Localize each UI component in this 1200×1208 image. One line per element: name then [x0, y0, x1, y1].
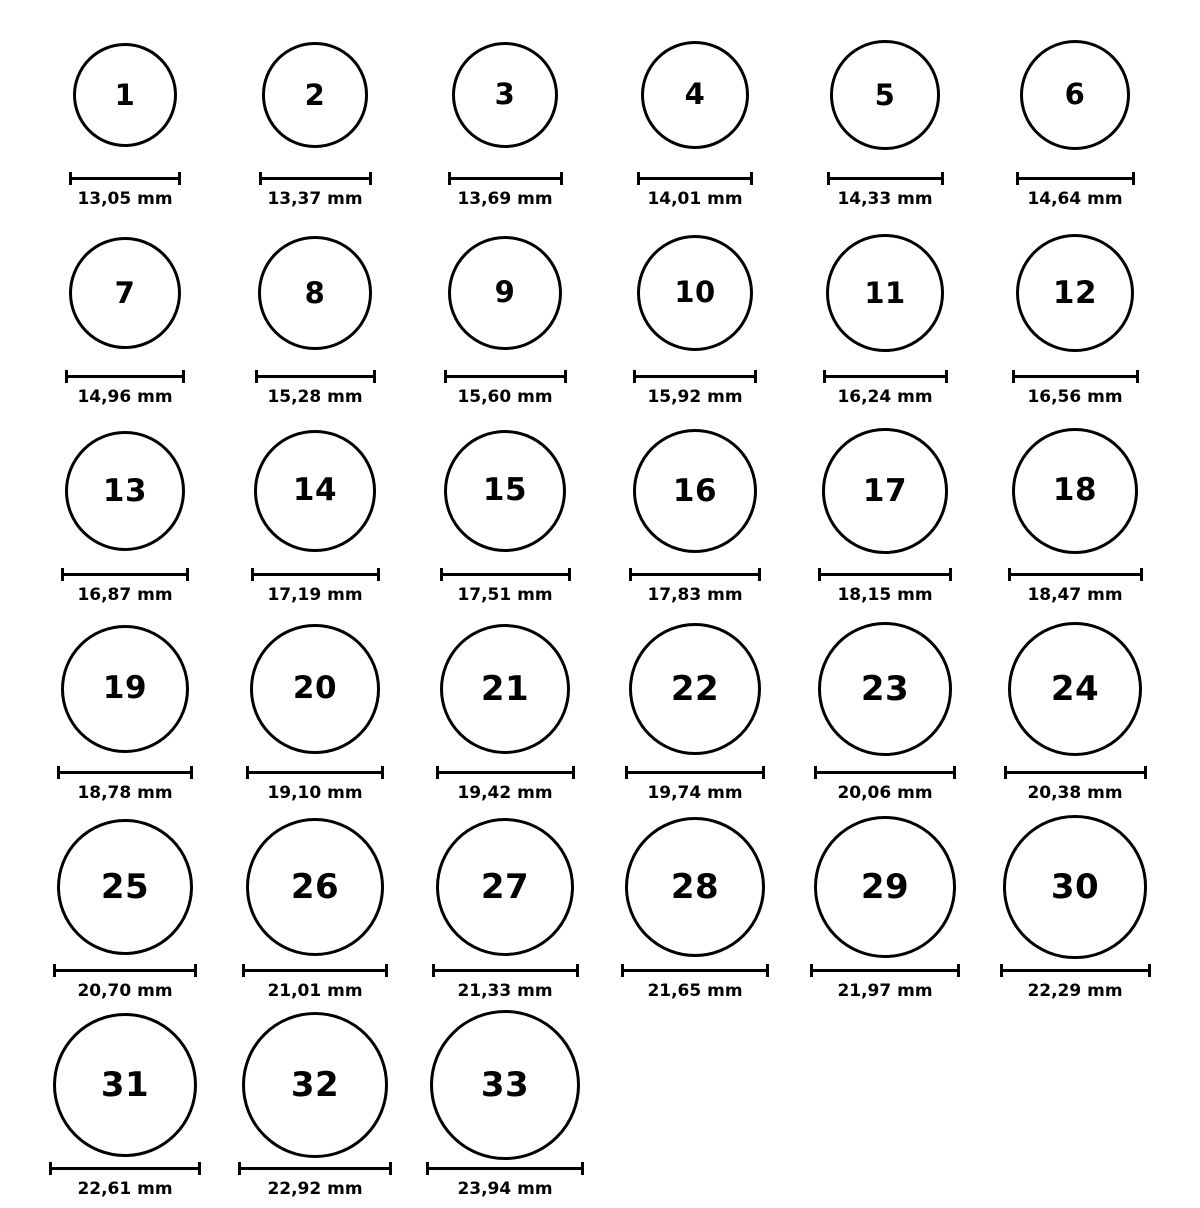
diameter-measure-bar: [633, 370, 757, 382]
ring-circle-wrap: [65, 416, 185, 566]
ring-size-number: 5: [874, 77, 896, 112]
ring-circle-wrap: [814, 812, 956, 962]
ring-circle: [826, 234, 943, 351]
ring-circle: [1020, 40, 1131, 151]
measure-line: [1008, 573, 1143, 576]
diameter-measure-bar: [1012, 370, 1139, 382]
ring-size-number: 23: [860, 668, 910, 709]
ring-size-number: 27: [480, 867, 530, 907]
ring-size-grid: [30, 20, 1170, 1208]
measure-cap-right: [766, 964, 769, 977]
ring-diameter-label: 22,29 mm: [1027, 981, 1123, 1001]
ring-size-cell: [220, 20, 410, 218]
measure-cap-right: [957, 964, 960, 977]
ring-size-cell: [30, 416, 220, 614]
ring-size-number: 30: [1050, 866, 1100, 907]
measure-cap-right: [949, 568, 952, 581]
diameter-measure-bar: [818, 568, 952, 580]
ring-size-cell: [30, 218, 220, 416]
ring-diameter-label: 14,96 mm: [77, 387, 173, 407]
measure-cap-right: [198, 1162, 201, 1175]
ring-circle: [262, 42, 367, 147]
ring-size-number: 16: [672, 472, 718, 509]
measure-cap-right: [186, 568, 189, 581]
ring-circle: [246, 818, 384, 956]
ring-circle: [633, 429, 757, 553]
measure-cap-right: [945, 370, 948, 383]
measure-cap-left: [1000, 964, 1003, 977]
measure-cap-left: [1008, 568, 1011, 581]
diameter-measure-bar: [251, 568, 380, 580]
diameter-measure-bar: [448, 172, 563, 184]
measure-cap-left: [246, 766, 249, 779]
diameter-measure-bar: [827, 172, 944, 184]
diameter-measure-bar: [629, 568, 761, 580]
ring-circle: [822, 428, 948, 554]
measure-line: [633, 375, 757, 378]
ring-size-cell: [220, 218, 410, 416]
ring-circle-wrap: [262, 20, 367, 170]
ring-circle-wrap: [254, 416, 375, 566]
measure-cap-right: [576, 964, 579, 977]
measure-cap-right: [1140, 568, 1143, 581]
measure-cap-right: [385, 964, 388, 977]
measure-cap-right: [381, 766, 384, 779]
measure-cap-right: [194, 964, 197, 977]
measure-line: [637, 177, 753, 180]
diameter-measure-bar: [1016, 172, 1135, 184]
measure-cap-right: [1148, 964, 1151, 977]
ring-size-cell: [410, 218, 600, 416]
ring-diameter-label: 13,37 mm: [267, 189, 363, 209]
ring-circle-wrap: [69, 218, 181, 368]
ring-circle: [73, 43, 177, 147]
measure-cap-right: [389, 1162, 392, 1175]
ring-size-number: 8: [304, 275, 326, 310]
ring-size-cell: [980, 812, 1170, 1010]
ring-circle: [65, 431, 185, 551]
measure-line: [61, 573, 189, 576]
ring-diameter-label: 23,94 mm: [457, 1179, 553, 1199]
measure-cap-left: [251, 568, 254, 581]
ring-diameter-label: 21,33 mm: [457, 981, 553, 1001]
ring-size-number: 1: [114, 77, 136, 112]
ring-circle-wrap: [1008, 614, 1143, 764]
ring-circle-wrap: [1016, 218, 1135, 368]
diameter-measure-bar: [255, 370, 376, 382]
ring-diameter-label: 21,65 mm: [647, 981, 743, 1001]
measure-cap-right: [1144, 766, 1147, 779]
measure-line: [49, 1167, 201, 1170]
ring-size-cell: [790, 218, 980, 416]
measure-cap-left: [238, 1162, 241, 1175]
ring-circle-wrap: [822, 416, 948, 566]
measure-cap-right: [560, 172, 563, 185]
measure-cap-left: [61, 568, 64, 581]
ring-circle-wrap: [1012, 416, 1139, 566]
ring-size-cell: [980, 416, 1170, 614]
measure-line: [621, 969, 769, 972]
ring-diameter-label: 22,92 mm: [267, 1179, 363, 1199]
measure-cap-right: [1132, 172, 1135, 185]
measure-line: [1000, 969, 1151, 972]
ring-size-number: 24: [1050, 668, 1100, 709]
ring-diameter-label: 22,61 mm: [77, 1179, 173, 1199]
ring-diameter-label: 18,47 mm: [1027, 585, 1123, 605]
measure-cap-left: [448, 172, 451, 185]
ring-size-cell: [790, 812, 980, 1010]
measure-line: [57, 771, 193, 774]
ring-circle-wrap: [641, 20, 749, 170]
ring-size-cell: [790, 416, 980, 614]
measure-line: [629, 573, 761, 576]
ring-diameter-label: 19,74 mm: [647, 783, 743, 803]
ring-circle-wrap: [53, 1010, 197, 1160]
diameter-measure-bar: [621, 964, 769, 976]
ring-circle-wrap: [444, 416, 567, 566]
ring-diameter-label: 14,33 mm: [837, 189, 933, 209]
measure-cap-left: [1016, 172, 1019, 185]
measure-cap-right: [953, 766, 956, 779]
ring-diameter-label: 16,24 mm: [837, 387, 933, 407]
ring-size-cell: [30, 614, 220, 812]
measure-cap-right: [762, 766, 765, 779]
ring-circle-wrap: [258, 218, 371, 368]
measure-cap-left: [440, 568, 443, 581]
diameter-measure-bar: [625, 766, 765, 778]
diameter-measure-bar: [637, 172, 753, 184]
measure-cap-right: [377, 568, 380, 581]
ring-diameter-label: 16,56 mm: [1027, 387, 1123, 407]
measure-line: [1004, 771, 1147, 774]
ring-size-cell: [30, 1010, 220, 1208]
ring-circle-wrap: [430, 1010, 580, 1160]
measure-line: [448, 177, 563, 180]
ring-diameter-label: 15,92 mm: [647, 387, 743, 407]
measure-line: [625, 771, 765, 774]
ring-circle-wrap: [629, 614, 761, 764]
ring-diameter-label: 18,15 mm: [837, 585, 933, 605]
ring-size-number: 2: [304, 77, 326, 112]
ring-diameter-label: 20,06 mm: [837, 783, 933, 803]
ring-size-number: 3: [494, 77, 516, 112]
ring-diameter-label: 13,69 mm: [457, 189, 553, 209]
ring-circle: [830, 40, 939, 149]
measure-cap-left: [625, 766, 628, 779]
measure-line: [259, 177, 372, 180]
ring-size-number: 18: [1052, 472, 1098, 509]
ring-circle: [818, 622, 952, 756]
ring-size-cell: [220, 1010, 410, 1208]
ring-circle: [814, 816, 956, 958]
ring-circle: [436, 818, 575, 957]
ring-circle-wrap: [625, 812, 765, 962]
ring-circle: [629, 623, 761, 755]
measure-line: [1016, 177, 1135, 180]
measure-cap-left: [426, 1162, 429, 1175]
ring-circle: [1016, 234, 1135, 353]
ring-circle-wrap: [61, 614, 189, 764]
ring-size-cell: [790, 20, 980, 218]
diameter-measure-bar: [1008, 568, 1143, 580]
ring-circle: [1008, 622, 1143, 757]
ring-circle-wrap: [246, 812, 384, 962]
ring-size-number: 14: [292, 472, 338, 509]
measure-cap-left: [444, 370, 447, 383]
ring-diameter-label: 17,51 mm: [457, 585, 553, 605]
measure-line: [242, 969, 388, 972]
ring-size-number: 32: [290, 1065, 340, 1105]
diameter-measure-bar: [1000, 964, 1151, 976]
measure-cap-left: [1012, 370, 1015, 383]
ring-circle: [444, 430, 567, 553]
ring-circle: [242, 1012, 388, 1158]
ring-diameter-label: 14,64 mm: [1027, 189, 1123, 209]
measure-cap-left: [65, 370, 68, 383]
diameter-measure-bar: [1004, 766, 1147, 778]
ring-size-number: 33: [480, 1065, 530, 1105]
measure-line: [53, 969, 197, 972]
ring-size-number: 21: [480, 669, 530, 709]
ring-diameter-label: 14,01 mm: [647, 189, 743, 209]
ring-size-cell: [600, 416, 790, 614]
measure-cap-left: [621, 964, 624, 977]
ring-circle-wrap: [250, 614, 380, 764]
measure-cap-right: [572, 766, 575, 779]
measure-cap-left: [814, 766, 817, 779]
ring-circle-wrap: [1020, 20, 1131, 170]
measure-cap-right: [564, 370, 567, 383]
ring-circle: [1012, 428, 1139, 555]
ring-circle-wrap: [830, 20, 939, 170]
diameter-measure-bar: [432, 964, 579, 976]
ring-size-cell: [410, 20, 600, 218]
ring-diameter-label: 17,19 mm: [267, 585, 363, 605]
measure-line: [251, 573, 380, 576]
ring-size-number: 28: [670, 867, 720, 907]
diameter-measure-bar: [242, 964, 388, 976]
measure-cap-left: [242, 964, 245, 977]
measure-cap-right: [941, 172, 944, 185]
diameter-measure-bar: [65, 370, 185, 382]
measure-cap-left: [259, 172, 262, 185]
ring-circle-wrap: [73, 20, 177, 170]
ring-size-cell: [600, 218, 790, 416]
measure-cap-left: [633, 370, 636, 383]
ring-circle-wrap: [436, 812, 575, 962]
measure-cap-right: [568, 568, 571, 581]
measure-line: [440, 573, 571, 576]
ring-circle-wrap: [242, 1010, 388, 1160]
ring-size-number: 17: [862, 472, 908, 509]
ring-circle: [452, 42, 559, 149]
diameter-measure-bar: [49, 1162, 201, 1174]
ring-size-cell: [980, 218, 1170, 416]
ring-circle-wrap: [818, 614, 952, 764]
measure-cap-left: [255, 370, 258, 383]
diameter-measure-bar: [246, 766, 384, 778]
ring-size-number: 31: [100, 1065, 150, 1105]
ring-size-number: 19: [102, 670, 148, 707]
diameter-measure-bar: [436, 766, 575, 778]
ring-diameter-label: 16,87 mm: [77, 585, 173, 605]
ring-size-number: 25: [100, 867, 150, 907]
measure-cap-left: [53, 964, 56, 977]
ring-size-cell: [30, 812, 220, 1010]
ring-diameter-label: 15,28 mm: [267, 387, 363, 407]
diameter-measure-bar: [823, 370, 948, 382]
measure-cap-left: [637, 172, 640, 185]
ring-size-number: 26: [290, 866, 340, 907]
measure-cap-left: [436, 766, 439, 779]
ring-diameter-label: 21,01 mm: [267, 981, 363, 1001]
ring-circle: [69, 237, 181, 349]
measure-line: [246, 771, 384, 774]
ring-circle-wrap: [448, 218, 563, 368]
diameter-measure-bar: [426, 1162, 584, 1174]
measure-line: [69, 177, 181, 180]
ring-circle: [448, 236, 563, 351]
ring-size-cell: [220, 614, 410, 812]
ring-size-cell: [220, 416, 410, 614]
ring-size-number: 22: [670, 669, 720, 709]
measure-cap-right: [750, 172, 753, 185]
ring-size-number: 10: [674, 275, 716, 310]
ring-circle-wrap: [826, 218, 943, 368]
ring-size-cell: [410, 416, 600, 614]
ring-circle: [57, 819, 193, 955]
ring-circle: [254, 430, 375, 551]
ring-circle-wrap: [633, 416, 757, 566]
measure-line: [432, 969, 579, 972]
measure-cap-right: [754, 370, 757, 383]
ring-circle: [625, 817, 765, 957]
ring-size-cell: [980, 614, 1170, 812]
ring-circle-wrap: [452, 20, 559, 170]
ring-size-cell: [790, 614, 980, 812]
measure-cap-right: [373, 370, 376, 383]
ring-circle-wrap: [1003, 812, 1146, 962]
measure-cap-right: [190, 766, 193, 779]
ring-size-cell: [410, 812, 600, 1010]
measure-cap-right: [1136, 370, 1139, 383]
ring-circle: [258, 236, 371, 349]
measure-cap-right: [758, 568, 761, 581]
measure-cap-left: [810, 964, 813, 977]
ring-circle-wrap: [637, 218, 753, 368]
measure-cap-left: [49, 1162, 52, 1175]
measure-line: [827, 177, 944, 180]
measure-cap-left: [432, 964, 435, 977]
ring-diameter-label: 20,70 mm: [77, 981, 173, 1001]
measure-line: [814, 771, 956, 774]
measure-cap-left: [629, 568, 632, 581]
ring-circle: [637, 235, 753, 351]
ring-diameter-label: 19,42 mm: [457, 783, 553, 803]
ring-circle: [440, 624, 571, 755]
ring-circle: [430, 1010, 580, 1160]
measure-line: [238, 1167, 392, 1170]
measure-cap-left: [818, 568, 821, 581]
measure-line: [65, 375, 185, 378]
ring-circle-wrap: [440, 614, 571, 764]
ring-size-number: 9: [494, 275, 516, 310]
diameter-measure-bar: [238, 1162, 392, 1174]
measure-cap-left: [827, 172, 830, 185]
measure-cap-left: [823, 370, 826, 383]
measure-line: [1012, 375, 1139, 378]
measure-cap-right: [369, 172, 372, 185]
measure-cap-left: [69, 172, 72, 185]
measure-cap-right: [581, 1162, 584, 1175]
measure-line: [444, 375, 567, 378]
measure-cap-right: [178, 172, 181, 185]
ring-diameter-label: 13,05 mm: [77, 189, 173, 209]
diameter-measure-bar: [61, 568, 189, 580]
ring-size-cell: [600, 614, 790, 812]
diameter-measure-bar: [259, 172, 372, 184]
measure-cap-left: [57, 766, 60, 779]
ring-circle-wrap: [57, 812, 193, 962]
ring-size-number: 15: [482, 472, 528, 509]
ring-diameter-label: 20,38 mm: [1027, 783, 1123, 803]
ring-diameter-label: 17,83 mm: [647, 585, 743, 605]
diameter-measure-bar: [444, 370, 567, 382]
ring-circle: [1003, 815, 1146, 958]
diameter-measure-bar: [57, 766, 193, 778]
measure-line: [823, 375, 948, 378]
measure-line: [426, 1167, 584, 1170]
measure-line: [818, 573, 952, 576]
measure-cap-left: [1004, 766, 1007, 779]
ring-diameter-label: 15,60 mm: [457, 387, 553, 407]
ring-circle: [250, 624, 380, 754]
ring-size-cell: [600, 20, 790, 218]
measure-line: [255, 375, 376, 378]
ring-size-number: 11: [864, 275, 906, 310]
ring-circle: [641, 41, 749, 149]
ring-diameter-label: 19,10 mm: [267, 783, 363, 803]
measure-cap-right: [182, 370, 185, 383]
ring-size-number: 7: [114, 275, 136, 310]
ring-size-number: 29: [860, 866, 910, 907]
ring-size-number: 6: [1064, 77, 1086, 112]
measure-line: [810, 969, 960, 972]
ring-circle: [53, 1013, 197, 1157]
ring-size-number: 13: [102, 472, 148, 509]
ring-diameter-label: 18,78 mm: [77, 783, 173, 803]
ring-size-cell: [980, 20, 1170, 218]
ring-size-cell: [410, 614, 600, 812]
ring-size-number: 12: [1052, 274, 1098, 311]
ring-size-cell: [30, 20, 220, 218]
ring-size-cell: [410, 1010, 600, 1208]
diameter-measure-bar: [69, 172, 181, 184]
ring-circle: [61, 625, 189, 753]
ring-size-number: 4: [684, 77, 706, 112]
measure-line: [436, 771, 575, 774]
diameter-measure-bar: [814, 766, 956, 778]
diameter-measure-bar: [810, 964, 960, 976]
diameter-measure-bar: [440, 568, 571, 580]
ring-diameter-label: 21,97 mm: [837, 981, 933, 1001]
ring-size-number: 20: [292, 670, 338, 707]
ring-size-cell: [220, 812, 410, 1010]
ring-size-cell: [600, 812, 790, 1010]
diameter-measure-bar: [53, 964, 197, 976]
